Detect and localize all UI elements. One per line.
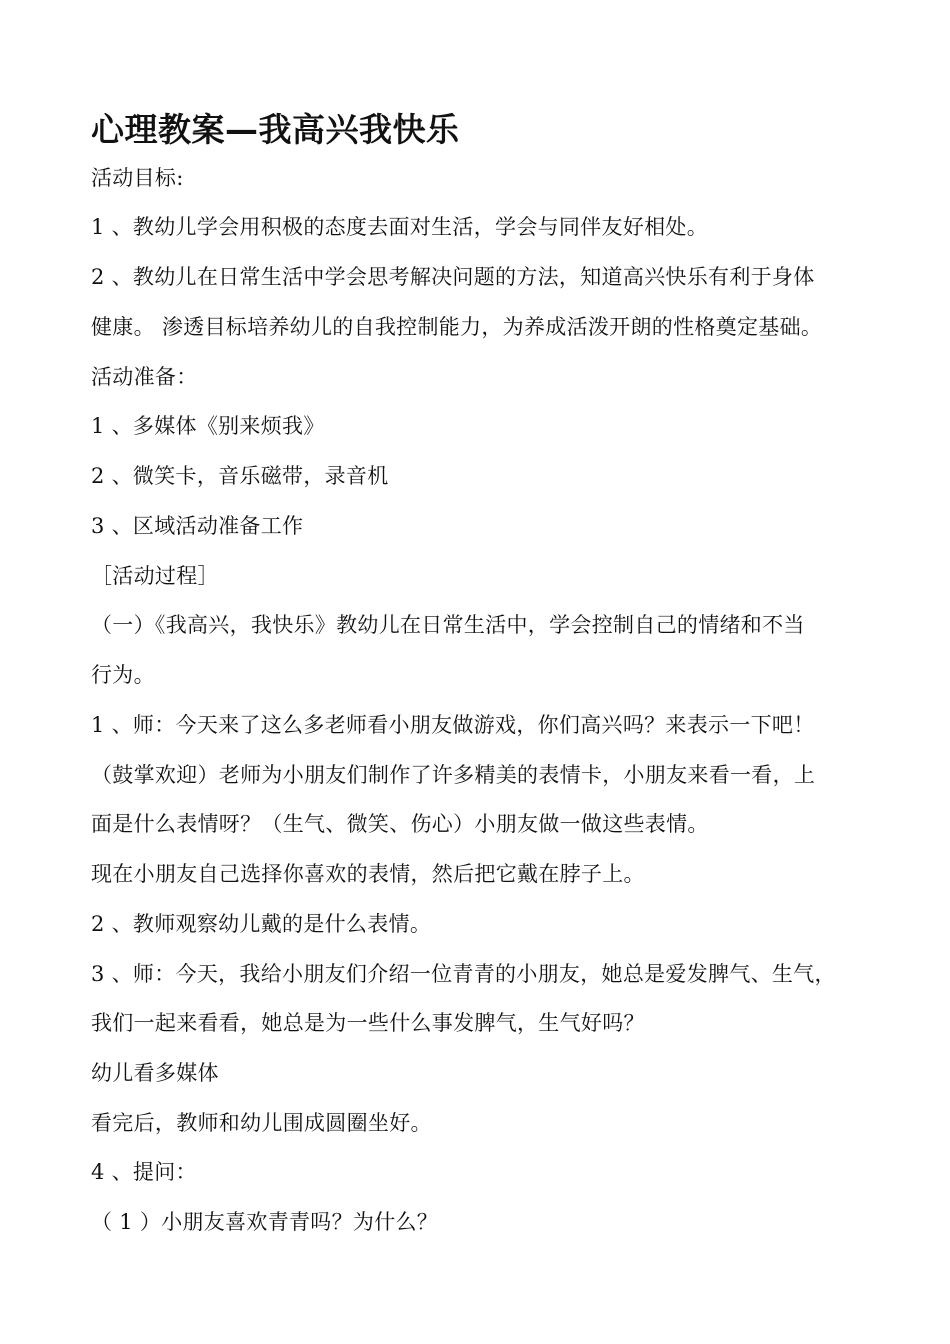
text-line: 3 、区域活动准备工作 [91,514,304,538]
text-line: 活动准备： [91,365,198,389]
text-line: 健康。 渗透目标培养幼儿的自我控制能力，为养成活泼开朗的性格奠定基础。 [91,315,823,339]
text-line: （ 1 ）小朋友喜欢青青吗？为什么？ [91,1210,439,1234]
text-line: 幼儿看多媒体 [91,1061,219,1085]
text-line: 行为。 [91,663,155,687]
text-line: 2 、教幼儿在日常生活中学会思考解决问题的方法，知道高兴快乐有利于身体 [91,265,815,289]
text-line: （鼓掌欢迎）老师为小朋友们制作了许多精美的表情卡，小朋友来看一看，上 [91,763,816,787]
text-line: ［活动过程］ [91,564,219,588]
text-line: 面是什么表情呀？（生气、微笑、伤心）小朋友做一做这些表情。 [91,812,709,836]
text-line: 3 、师：今天，我给小朋友们介绍一位青青的小朋友，她总是爱发脾气、生气， [91,962,836,986]
text-line: （一）《我高兴，我快乐》教幼儿在日常生活中，学会控制自己的情绪和不当 [91,613,805,637]
text-line: 1 、教幼儿学会用积极的态度去面对生活，学会与同伴友好相处。 [91,215,709,239]
text-line: 活动目标: [91,166,184,190]
text-line: 我们一起来看看，她总是为一些什么事发脾气，生气好吗？ [91,1011,645,1035]
document-title: 心理教案—我高兴我快乐 [91,110,460,149]
text-line: 1 、多媒体《别来烦我》 [91,414,325,438]
text-line: 看完后，教师和幼儿围成圆圈坐好。 [91,1111,432,1135]
text-line: 4 、提问： [91,1160,197,1184]
text-line: 1 、师：今天来了这么多老师看小朋友做游戏，你们高兴吗？来表示一下吧！ [91,713,815,737]
text-line: 2 、教师观察幼儿戴的是什么表情。 [91,912,432,936]
text-line: 现在小朋友自己选择你喜欢的表情，然后把它戴在脖子上。 [91,862,645,886]
text-line: 2 、微笑卡，音乐磁带，录音机 [91,464,389,488]
